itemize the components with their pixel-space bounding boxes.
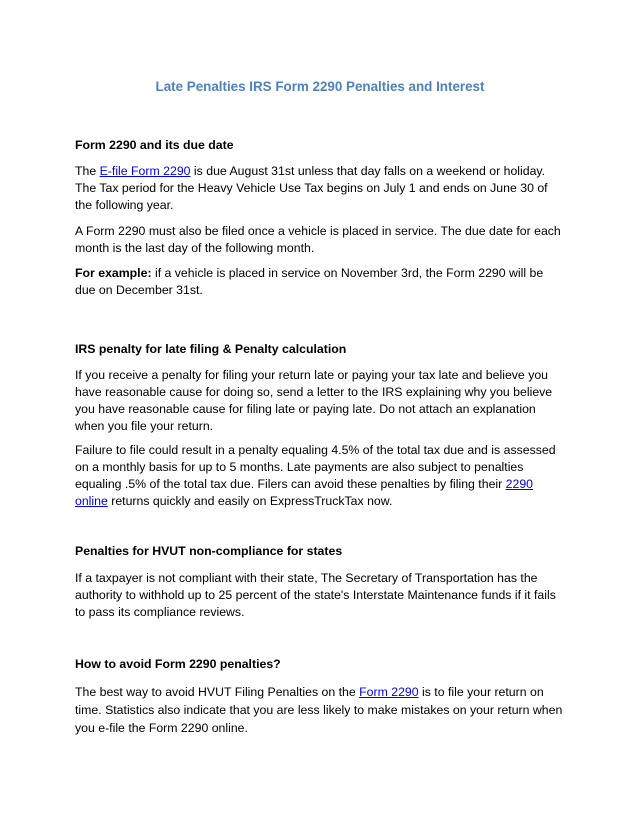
text-segment: if a vehicle is placed in service on November 3rd, the Form 2290 will be due on December 31st. [75, 266, 544, 297]
text-segment: Failure to file could result in a penalty equaling 4.5% of the total tax due and is assessed on a monthly basis for up to 5 months. Late payments are also subject to penalties equaling .5% of the total tax due. Filers can avoid these penalties by filing their [75, 443, 556, 491]
paragraph-state-compliance: If a taxpayer is not compliant with their state, The Secretary of Transportation has the authority to withhold up to 25 percent of the state's Interstate Maintenance funds if it fails to pass its compliance reviews. [75, 571, 556, 619]
text-segment: is to file your return on time. Statistics also indicate that you are less likely to make mistakes on your return when you e-file the Form 2290 online. [75, 685, 563, 735]
section-heading-hvut-noncompliance: Penalties for HVUT non-compliance for states [75, 544, 343, 558]
e-file-form-2290-link[interactable]: E-file Form 2290 [99, 164, 191, 178]
2290-online-link[interactable]: 2290 online [75, 477, 534, 508]
section-heading-late-filing-penalty: IRS penalty for late filing & Penalty calculation [75, 342, 347, 356]
section-heading-avoid-penalties: How to avoid Form 2290 penalties? [75, 657, 281, 671]
text-segment: is due August 31st unless that day falls on a weekend or holiday. The Tax period for the Heavy Vehicle Use Tax begins on July 1 and ends on June 30 of the following year. [75, 164, 548, 212]
paragraph-example [75, 265, 565, 299]
page-title: Late Penalties IRS Form 2290 Penalties and Interest [155, 79, 485, 94]
paragraph-reasonable-cause: If you receive a penalty for filing your return late or paying your tax late and believe you have reasonable cause for doing so, send a letter to the IRS explaining why you believe you have reasonable cause for filing late or paying late. Do not attach an explanation when you file your return. [75, 368, 553, 433]
example-label: For example: [75, 266, 152, 280]
text-segment: The [75, 164, 100, 178]
form-2290-link[interactable]: Form 2290 [359, 685, 419, 699]
text-segment: returns quickly and easily on ExpressTruckTax now. [107, 494, 393, 508]
paragraph-avoid-penalties [75, 683, 565, 737]
paragraph-vehicle-in-service: A Form 2290 must also be filed once a vehicle is placed in service. The due date for each month is the last day of the following month. [75, 224, 561, 255]
paragraph-penalty-calculation [75, 442, 565, 510]
text-segment: The best way to avoid HVUT Filing Penalties on the [75, 685, 360, 699]
paragraph-due-date-intro [75, 163, 565, 214]
section-heading-due-date: Form 2290 and its due date [75, 138, 234, 152]
